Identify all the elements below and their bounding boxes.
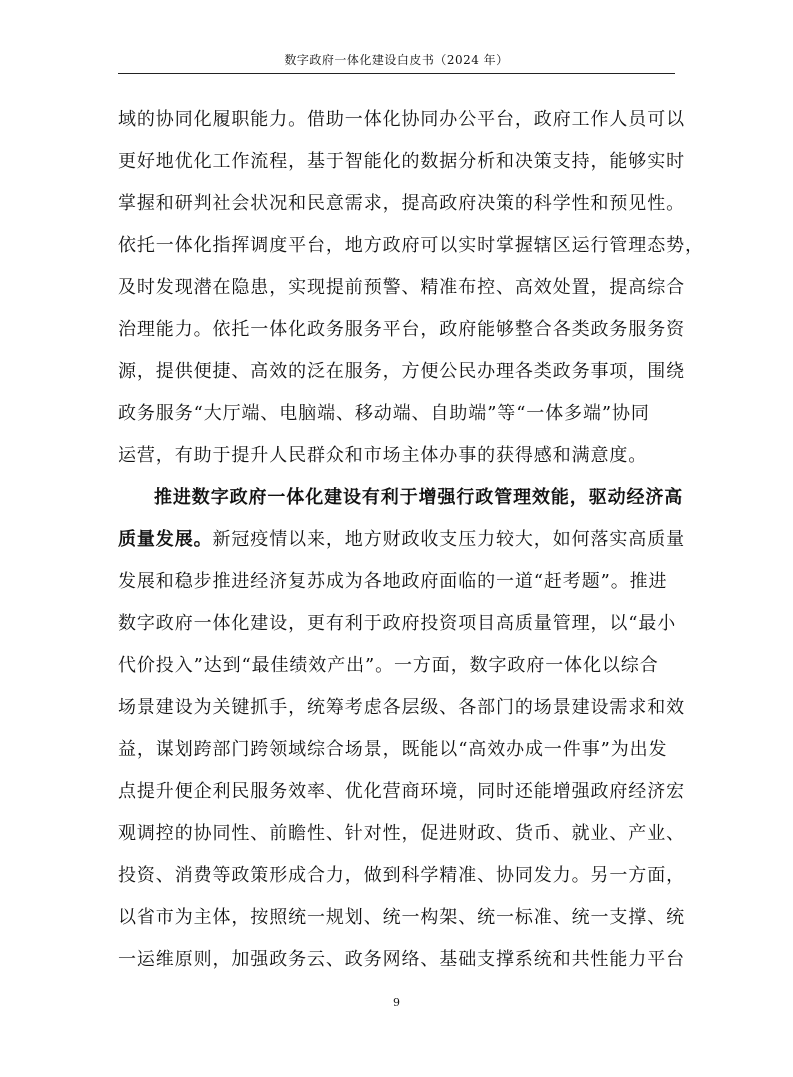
paragraph-line: 域的协同化履职能力。借助一体化协同办公平台，政府工作人员可以 xyxy=(118,109,685,130)
body-text xyxy=(118,99,704,981)
page-number: 9 xyxy=(393,996,400,1009)
paragraph-line: 益，谋划跨部门跨领域综合场景，既能以“高效办成一件事”为出发 xyxy=(118,739,668,760)
paragraph-line: 一运维原则，加强政务云、政务网络、基础支撑系统和共性能力平台 xyxy=(118,949,685,970)
header-divider xyxy=(118,73,675,74)
paragraph-line: 发展和稳步推进经济复苏成为各地政府面临的一道“赶考题”。推进 xyxy=(118,571,668,592)
paragraph-line: 投资、消费等政策形成合力，做到科学精准、协同发力。另一方面， xyxy=(118,865,685,886)
paragraph-line: 数字政府一体化建设，更有利于政府投资项目高质量管理，以“最小 xyxy=(118,613,677,634)
paragraph-line xyxy=(118,519,685,561)
paragraph-line: 观调控的协同性、前瞻性、针对性，促进财政、货币、就业、产业、 xyxy=(118,823,685,844)
paragraph-line: 及时发现潜在隐患，实现提前预警、精准布控、高效处置，提高综合 xyxy=(118,277,685,298)
paragraph-line: 点提升便企利民服务效率、优化营商环境，同时还能增强政府经济宏 xyxy=(118,781,685,802)
paragraph-line: 源，提供便捷、高效的泛在服务，方便公民办理各类政务事项，围绕 xyxy=(118,361,685,382)
paragraph-line: 以省市为主体，按照统一规划、统一构架、统一标准、统一支撑、统 xyxy=(118,907,685,928)
paragraph-2 xyxy=(118,477,685,981)
running-header: 数字政府一体化建设白皮书（2024 年） xyxy=(284,53,509,67)
paragraph-line: 场景建设为关键抓手，统筹考虑各层级、各部门的场景建设需求和效 xyxy=(118,697,685,718)
paragraph-line: 治理能力。依托一体化政务服务平台，政府能够整合各类政务服务资 xyxy=(118,319,685,340)
paragraph-line-rest: 新冠疫情以来，地方财政收支压力较大，如何落实高质量 xyxy=(212,529,685,550)
paragraph-heading-end: 质量发展。 xyxy=(118,529,213,550)
paragraph-line: 掌握和研判社会状况和民意需求，提高政府决策的科学性和预见性。 xyxy=(118,193,685,214)
paragraph-line: 政务服务“大厅端、电脑端、移动端、自助端”等“一体多端”协同 xyxy=(118,403,650,424)
paragraph-1 xyxy=(118,99,704,477)
paragraph-line: 代价投入”达到“最佳绩效产出”。一方面，数字政府一体化以综合 xyxy=(118,655,659,676)
paragraph-heading: 推进数字政府一体化建设有利于增强行政管理效能，驱动经济高 xyxy=(154,487,684,508)
paragraph-line: 运营，有助于提升人民群众和市场主体办事的获得感和满意度。 xyxy=(118,445,648,466)
paragraph-line: 依托一体化指挥调度平台，地方政府可以实时掌握辖区运行管理态势， xyxy=(118,235,704,256)
paragraph-line: 更好地优化工作流程，基于智能化的数据分析和决策支持，能够实时 xyxy=(118,151,685,172)
